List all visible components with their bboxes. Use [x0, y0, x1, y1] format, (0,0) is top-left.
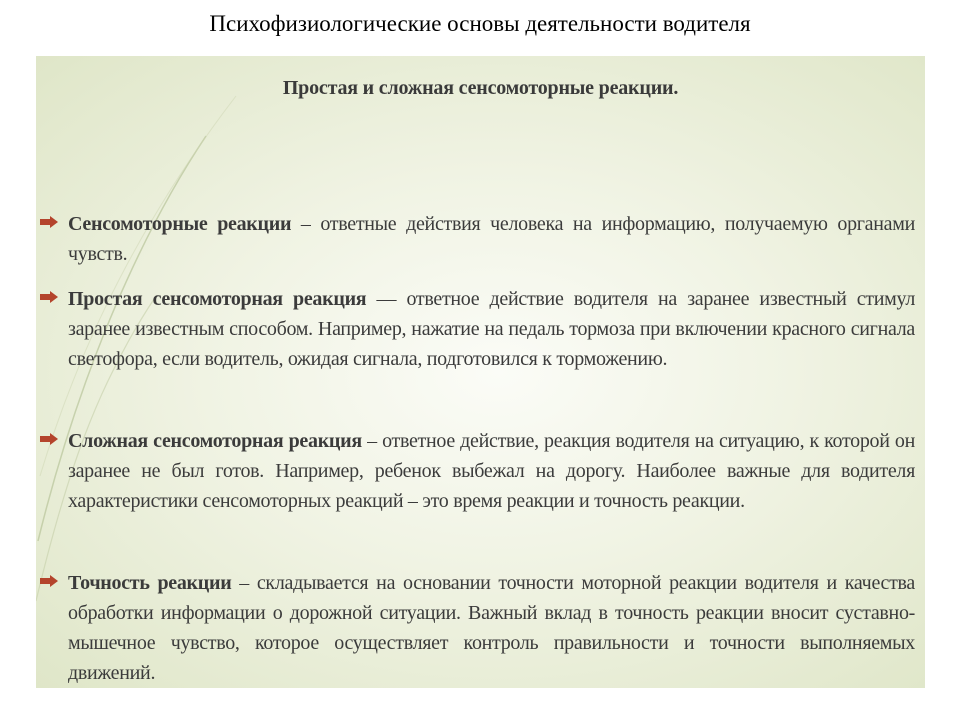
arrow-bullet-icon [40, 575, 58, 587]
bullet-term: Сенсомоторные реакции [68, 213, 292, 235]
arrow-bullet-icon [40, 291, 58, 303]
arrow-bullet-icon [40, 433, 58, 445]
page-title: Психофизиологические основы деятельности водителя [209, 11, 751, 36]
bullet-term: Сложная сенсомоторная реакция [68, 430, 362, 452]
arrow-bullet-icon [40, 216, 58, 228]
slide [36, 56, 925, 688]
slide-heading: Простая и сложная сенсомоторные реакции. [282, 77, 679, 99]
bullet-item [68, 284, 915, 374]
bullet-item [68, 426, 915, 516]
bullet-text: – складывается на основании точности моторной реакции водителя и качества обработки информации о дорожной ситуации. Важный вклад в точность реакции вносит суставно-мышечное чувство, которое осуществляет контроль правильности и точности выполняемых движений. [68, 572, 915, 684]
bullet-text: — ответное действие водителя на заранее известный стимул заранее известным способом. Например, нажатие на педаль тормоза при включении красного сигнала светофора, если водитель, ожидая сигнала, подготовился к торможению. [68, 288, 915, 370]
bullet-item [68, 209, 915, 269]
bullet-term: Простая сенсомоторная реакция [68, 288, 367, 310]
bullet-item [68, 568, 915, 688]
bullet-term: Точность реакции [68, 572, 232, 594]
bullet-text: – ответные действия человека на информацию, получаемую органами чувств. [68, 213, 915, 265]
bullet-text: – ответное действие, реакция водителя на ситуацию, к которой он заранее не был готов. Например, ребенок выбежал на дорогу. Наиболее важные для водителя характеристики сенсомоторных реакций – это время реакции и точность реакции. [68, 430, 915, 512]
